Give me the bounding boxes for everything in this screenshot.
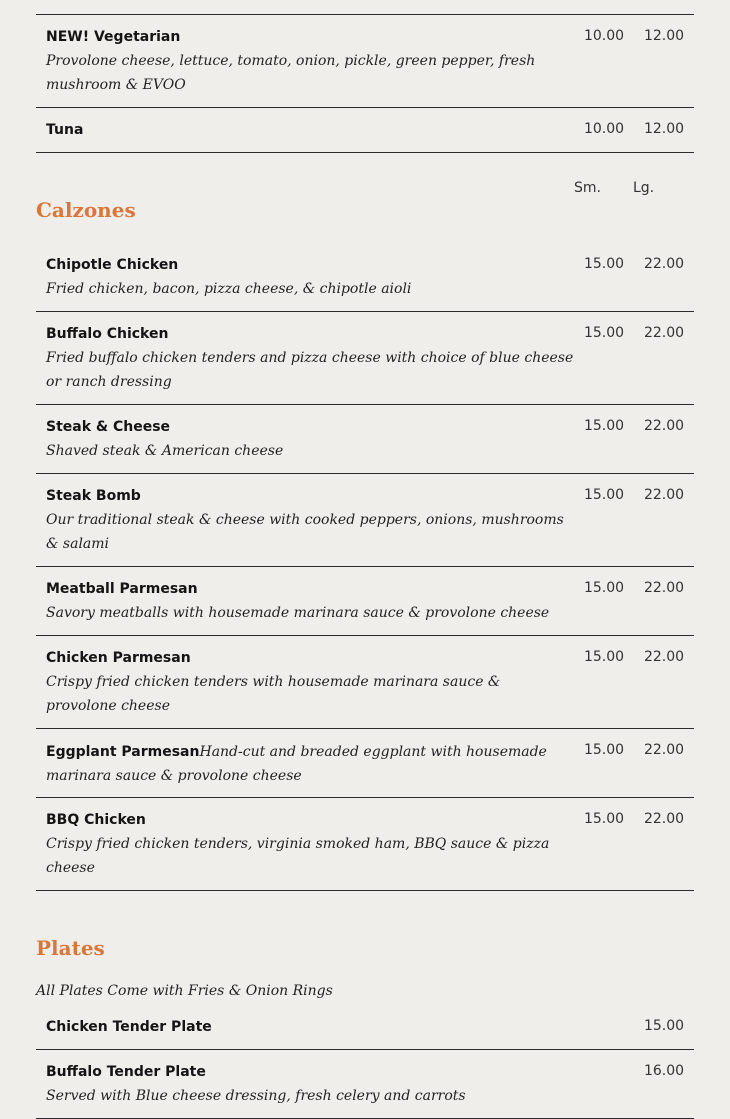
item-description: Served with Blue cheese dressing, fresh celery and carrots <box>46 1088 466 1104</box>
item-name: Tuna <box>46 122 84 138</box>
menu-item-row <box>36 1050 694 1119</box>
size-header-small: Sm. <box>574 180 601 196</box>
item-description: Fried buffalo chicken tenders and pizza cheese with choice of blue cheese or ranch dressing <box>46 350 574 390</box>
menu-item-row <box>36 1005 694 1050</box>
item-description: Shaved steak & American cheese <box>46 443 284 459</box>
item-text <box>46 740 574 788</box>
price-small: 15.00 <box>583 580 625 596</box>
section-title-calzones: Calzones <box>36 198 136 222</box>
price-large: 22.00 <box>643 256 685 272</box>
price-small: 15.00 <box>583 325 625 341</box>
item-name: NEW! Vegetarian <box>46 29 181 45</box>
menu-item-row <box>36 243 694 312</box>
price-large: 12.00 <box>643 28 685 44</box>
item-name: Eggplant Parmesan <box>46 744 200 760</box>
item-description: Crispy fried chicken tenders, virginia smoked ham, BBQ sauce & pizza cheese <box>46 836 550 876</box>
item-name: Steak & Cheese <box>46 419 171 435</box>
item-description: Our traditional steak & cheese with cooked peppers, onions, mushrooms & salami <box>46 512 564 552</box>
price-large: 22.00 <box>643 487 685 503</box>
menu-item-row <box>36 567 694 636</box>
menu-item-row <box>36 798 694 891</box>
menu-item-row <box>36 636 694 729</box>
item-name: BBQ Chicken <box>46 812 146 828</box>
price-large: 22.00 <box>643 580 685 596</box>
menu-item-row <box>36 15 694 108</box>
price-small: 15.00 <box>583 742 625 758</box>
item-description: Provolone cheese, lettuce, tomato, onion, pickle, green pepper, fresh mushroom & EVOO <box>46 53 536 93</box>
price-small: 15.00 <box>583 256 625 272</box>
price-small: 15.00 <box>583 649 625 665</box>
plates-table <box>36 1005 694 1119</box>
item-description: Savory meatballs with housemade marinara sauce & provolone cheese <box>46 605 550 621</box>
price-small: 15.00 <box>583 811 625 827</box>
section-title-plates: Plates <box>36 936 105 960</box>
menu-item-row <box>36 108 694 153</box>
item-name: Meatball Parmesan <box>46 581 198 597</box>
menu-item-row <box>36 405 694 474</box>
plates-note: All Plates Come with Fries & Onion Rings <box>36 983 333 999</box>
item-name: Chicken Tender Plate <box>46 1019 212 1035</box>
item-name: Chicken Parmesan <box>46 650 191 666</box>
price-large: 22.00 <box>643 742 685 758</box>
calzones-table <box>36 243 694 891</box>
price-large: 22.00 <box>643 649 685 665</box>
menu-item-row <box>36 474 694 567</box>
price-large: 22.00 <box>643 418 685 434</box>
price-empty <box>574 1050 634 1118</box>
price-small: 10.00 <box>583 28 625 44</box>
item-name: Chipotle Chicken <box>46 257 179 273</box>
price-large: 22.00 <box>643 325 685 341</box>
size-header-large: Lg. <box>633 180 655 196</box>
menu-item-row <box>36 729 694 798</box>
price: 15.00 <box>643 1018 685 1034</box>
item-description: Crispy fried chicken tenders with housemade marinara sauce & provolone cheese <box>46 674 501 714</box>
price-empty <box>574 1005 634 1049</box>
menu-item-row <box>36 312 694 405</box>
price: 16.00 <box>643 1063 685 1079</box>
item-name: Buffalo Chicken <box>46 326 169 342</box>
price-large: 12.00 <box>643 121 685 137</box>
item-name: Buffalo Tender Plate <box>46 1064 206 1080</box>
item-description: Hand-cut and breaded eggplant with housemade marinara sauce & provolone cheese <box>46 744 547 784</box>
price-small: 10.00 <box>583 121 625 137</box>
item-name: Steak Bomb <box>46 488 141 504</box>
price-large: 22.00 <box>643 811 685 827</box>
item-description: Fried chicken, bacon, pizza cheese, & chipotle aioli <box>46 281 412 297</box>
price-small: 15.00 <box>583 418 625 434</box>
price-small: 15.00 <box>583 487 625 503</box>
sandwiches-table <box>36 15 694 153</box>
